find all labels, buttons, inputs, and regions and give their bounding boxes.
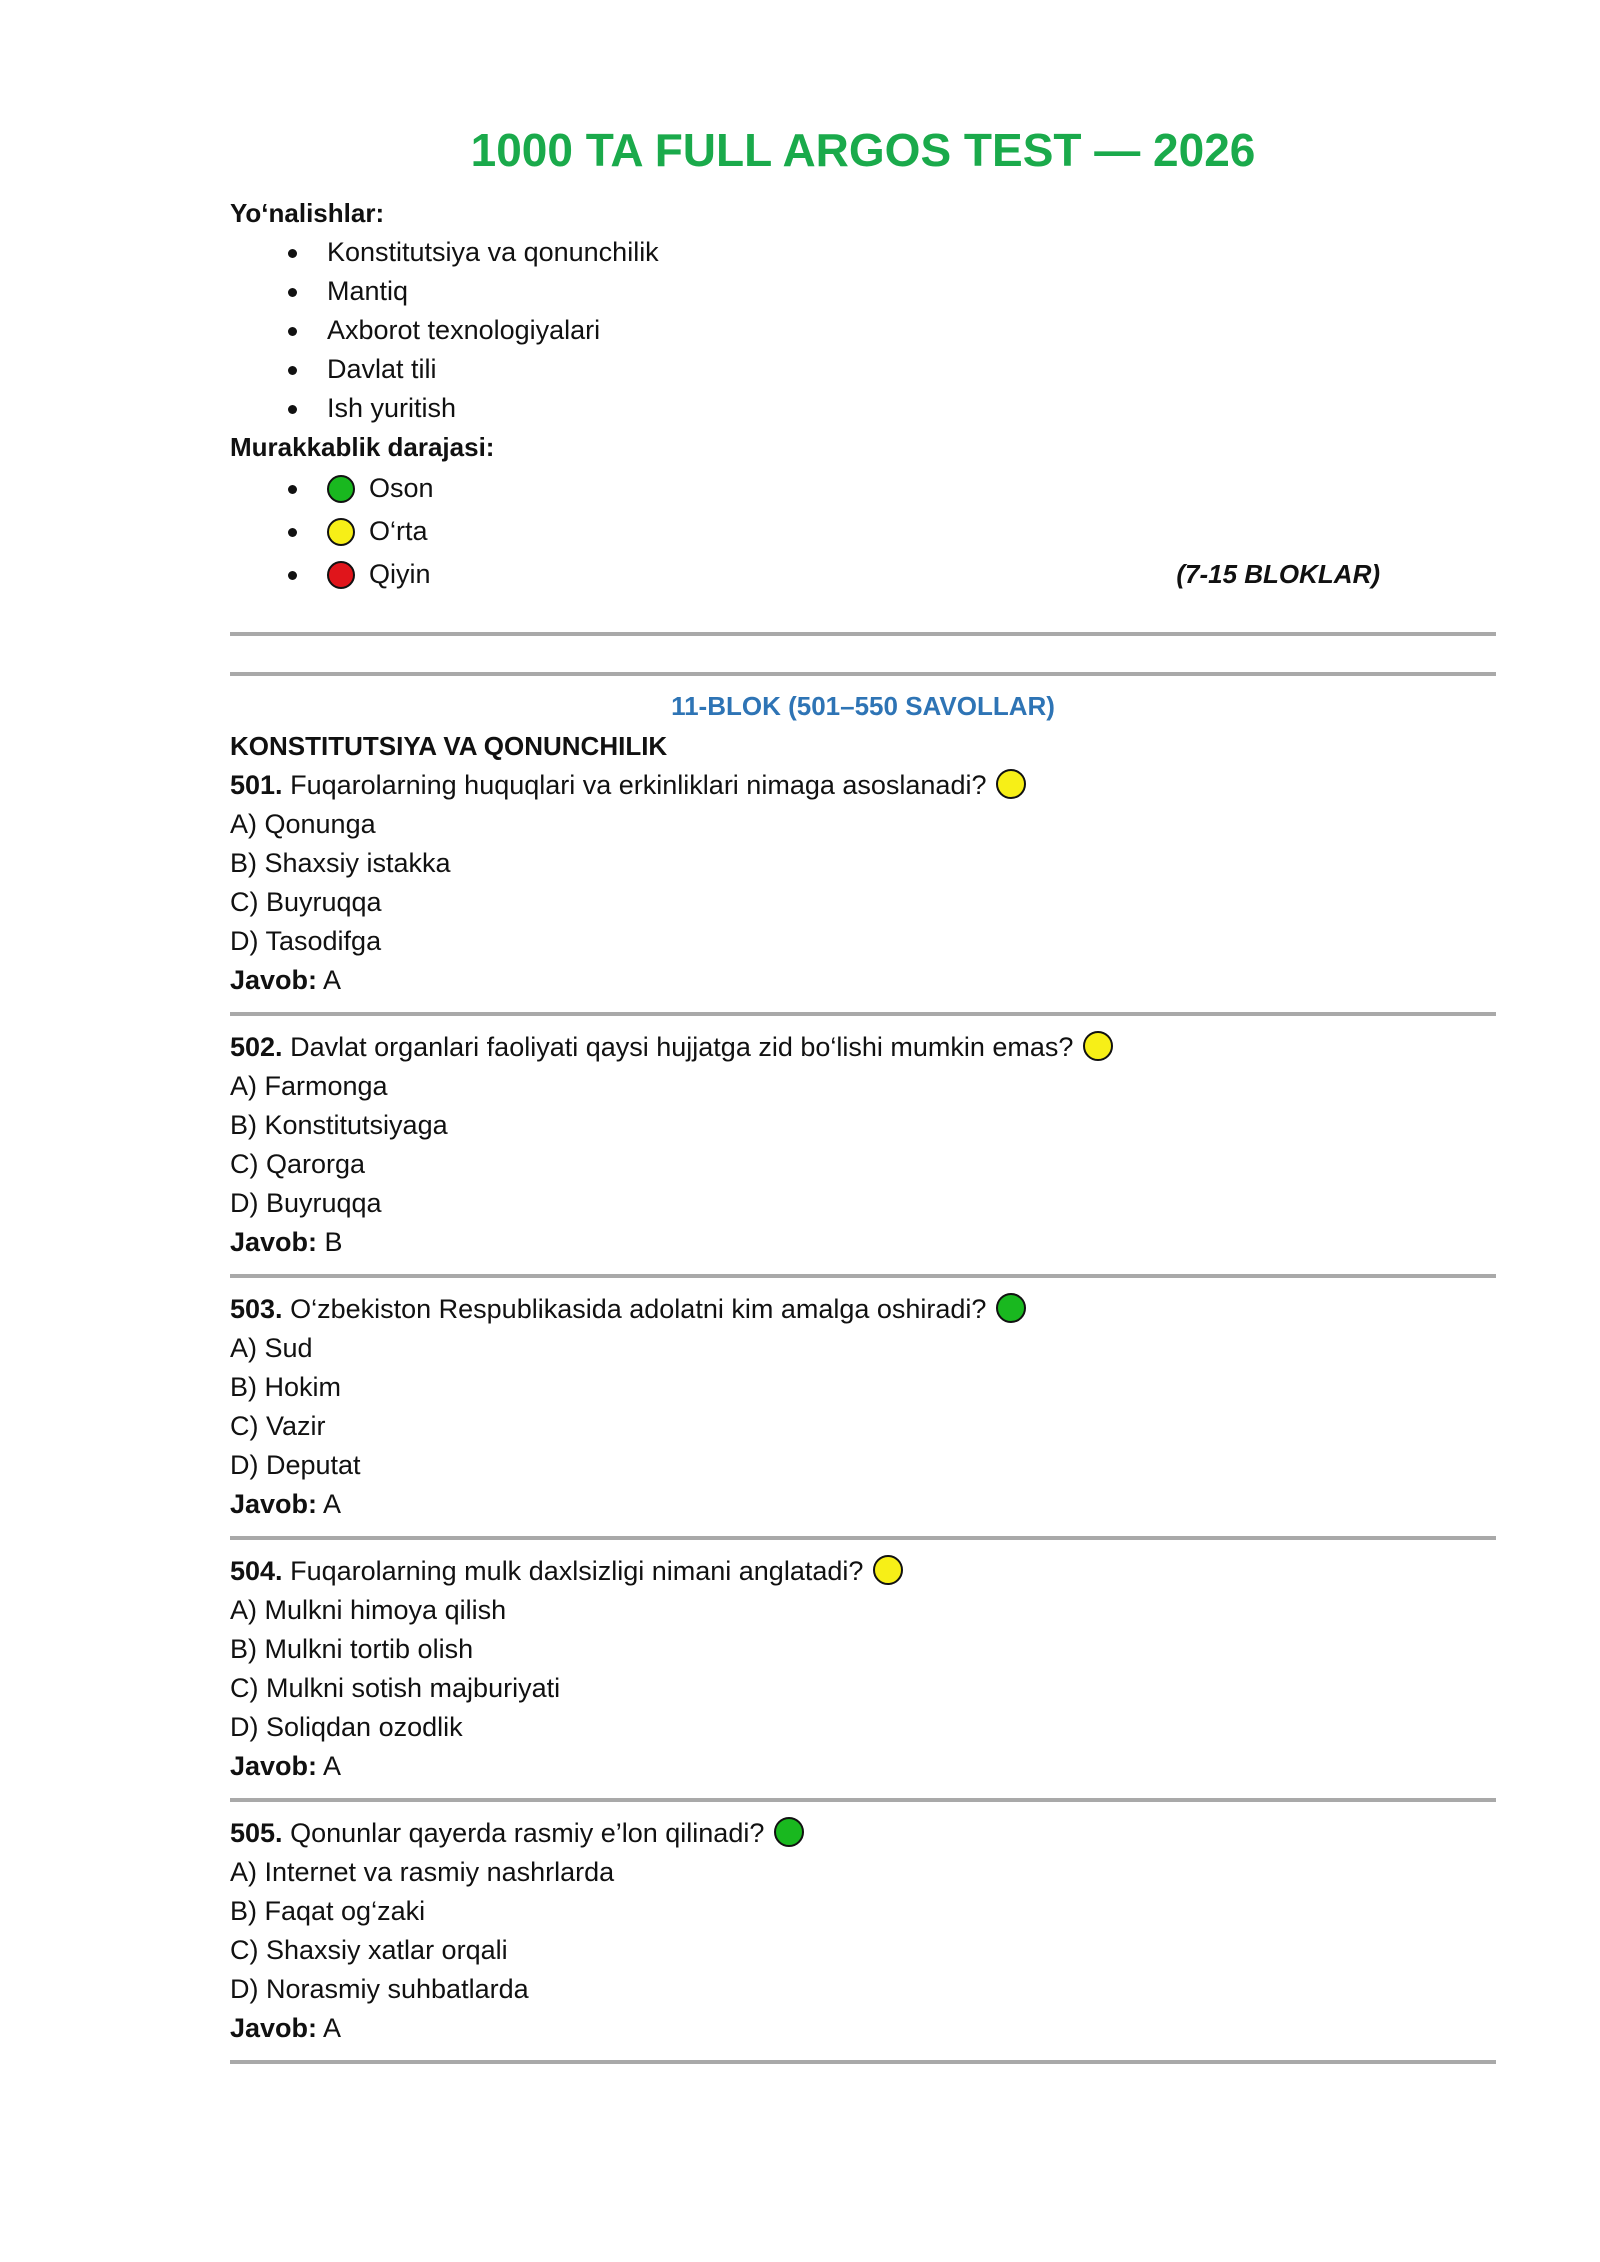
difficulty-circle-icon <box>996 769 1026 799</box>
answer-option: C) Buyruqqa <box>230 887 382 917</box>
divider <box>230 2060 1496 2064</box>
difficulty-item-easy <box>230 467 1496 510</box>
question-item <box>230 1802 1496 2060</box>
correct-answer <box>230 1485 1496 1524</box>
question-list <box>230 766 1496 2064</box>
directions-list <box>230 233 1496 428</box>
question-number: 505. <box>230 1818 283 1848</box>
answer-option: D) Buyruqqa <box>230 1188 382 1218</box>
question-prompt: Qonunlar qayerda rasmiy e’lon qilinadi? <box>290 1818 765 1848</box>
answer-option: C) Vazir <box>230 1411 326 1441</box>
answer-option: B) Shaxsiy istakka <box>230 848 451 878</box>
answer-option: A) Sud <box>230 1333 313 1363</box>
answer-option: D) Tasodifga <box>230 926 382 956</box>
question-text <box>230 766 1496 805</box>
question-item <box>230 1540 1496 1798</box>
question-text <box>230 1552 1496 1591</box>
answer-label: Javob: <box>230 1227 318 1257</box>
difficulty-circle-icon <box>774 1817 804 1847</box>
question-prompt: Fuqarolarning huquqlari va erkinliklari nimaga asoslanadi? <box>290 770 987 800</box>
answer-value: A <box>323 1751 342 1781</box>
answer-label: Javob: <box>230 965 318 995</box>
question-item <box>230 1278 1496 1536</box>
direction-item: Ish yuritish <box>230 389 1496 428</box>
answer-value: A <box>323 2013 342 2043</box>
answer-option: C) Mulkni sotish majburiyati <box>230 1673 561 1703</box>
answer-value: A <box>323 1489 342 1519</box>
red-circle-icon <box>327 561 355 589</box>
direction-item: Konstitutsiya va qonunchilik <box>230 233 1496 272</box>
document-page <box>230 118 1496 2064</box>
answer-option: A) Qonunga <box>230 809 376 839</box>
question-item <box>230 766 1496 1012</box>
difficulty-label-medium: O‘rta <box>369 516 428 546</box>
answer-label: Javob: <box>230 1489 318 1519</box>
difficulty-label-easy: Oson <box>369 473 434 503</box>
difficulty-label: Murakkablik darajasi: <box>230 432 495 462</box>
answer-option: A) Farmonga <box>230 1071 388 1101</box>
question-number: 504. <box>230 1556 283 1586</box>
difficulty-circle-icon <box>873 1555 903 1585</box>
direction-item: Mantiq <box>230 272 1496 311</box>
difficulty-item-medium <box>230 510 1496 553</box>
answer-option: A) Internet va rasmiy nashrlarda <box>230 1857 615 1887</box>
answer-option: D) Soliqdan ozodlik <box>230 1712 463 1742</box>
answer-value: A <box>323 965 342 995</box>
correct-answer <box>230 961 1496 1000</box>
answer-option: C) Shaxsiy xatlar orqali <box>230 1935 508 1965</box>
correct-answer <box>230 1747 1496 1786</box>
direction-item: Davlat tili <box>230 350 1496 389</box>
question-text <box>230 1814 1496 1853</box>
question-item <box>230 1016 1496 1274</box>
difficulty-list <box>230 467 1496 596</box>
blocks-range-note: (7-15 BLOKLAR) <box>1176 559 1380 589</box>
difficulty-circle-icon <box>996 1293 1026 1323</box>
answer-label: Javob: <box>230 2013 318 2043</box>
question-number: 503. <box>230 1294 283 1324</box>
answer-option: B) Konstitutsiyaga <box>230 1110 448 1140</box>
question-prompt: Davlat organlari faoliyati qaysi hujjatga zid bo‘lishi mumkin emas? <box>290 1032 1074 1062</box>
question-number: 502. <box>230 1032 283 1062</box>
directions-label: Yo‘nalishlar: <box>230 198 385 228</box>
answer-option: B) Faqat og‘zaki <box>230 1896 426 1926</box>
answer-option: B) Hokim <box>230 1372 342 1402</box>
section-title: KONSTITUTSIYA VA QONUNCHILIK <box>230 731 668 761</box>
answer-option: D) Deputat <box>230 1450 361 1480</box>
question-text <box>230 1028 1496 1067</box>
page-title: 1000 TA FULL ARGOS TEST — 2026 <box>470 124 1256 176</box>
difficulty-circle-icon <box>1083 1031 1113 1061</box>
divider <box>230 672 1496 676</box>
answer-value: B <box>324 1227 343 1257</box>
answer-option: A) Mulkni himoya qilish <box>230 1595 507 1625</box>
question-text <box>230 1290 1496 1329</box>
question-prompt: Fuqarolarning mulk daxlsizligi nimani anglatadi? <box>290 1556 864 1586</box>
difficulty-label-hard: Qiyin <box>369 559 431 589</box>
difficulty-item-hard <box>230 553 1496 596</box>
answer-label: Javob: <box>230 1751 318 1781</box>
correct-answer <box>230 2009 1496 2048</box>
block-title: 11-BLOK (501–550 SAVOLLAR) <box>671 691 1055 721</box>
answer-option: D) Norasmiy suhbatlarda <box>230 1974 529 2004</box>
direction-item: Axborot texnologiyalari <box>230 311 1496 350</box>
divider <box>230 632 1496 636</box>
question-prompt: O‘zbekiston Respublikasida adolatni kim amalga oshiradi? <box>290 1294 987 1324</box>
answer-option: B) Mulkni tortib olish <box>230 1634 474 1664</box>
yellow-circle-icon <box>327 518 355 546</box>
answer-option: C) Qarorga <box>230 1149 366 1179</box>
green-circle-icon <box>327 475 355 503</box>
correct-answer <box>230 1223 1496 1262</box>
question-number: 501. <box>230 770 283 800</box>
